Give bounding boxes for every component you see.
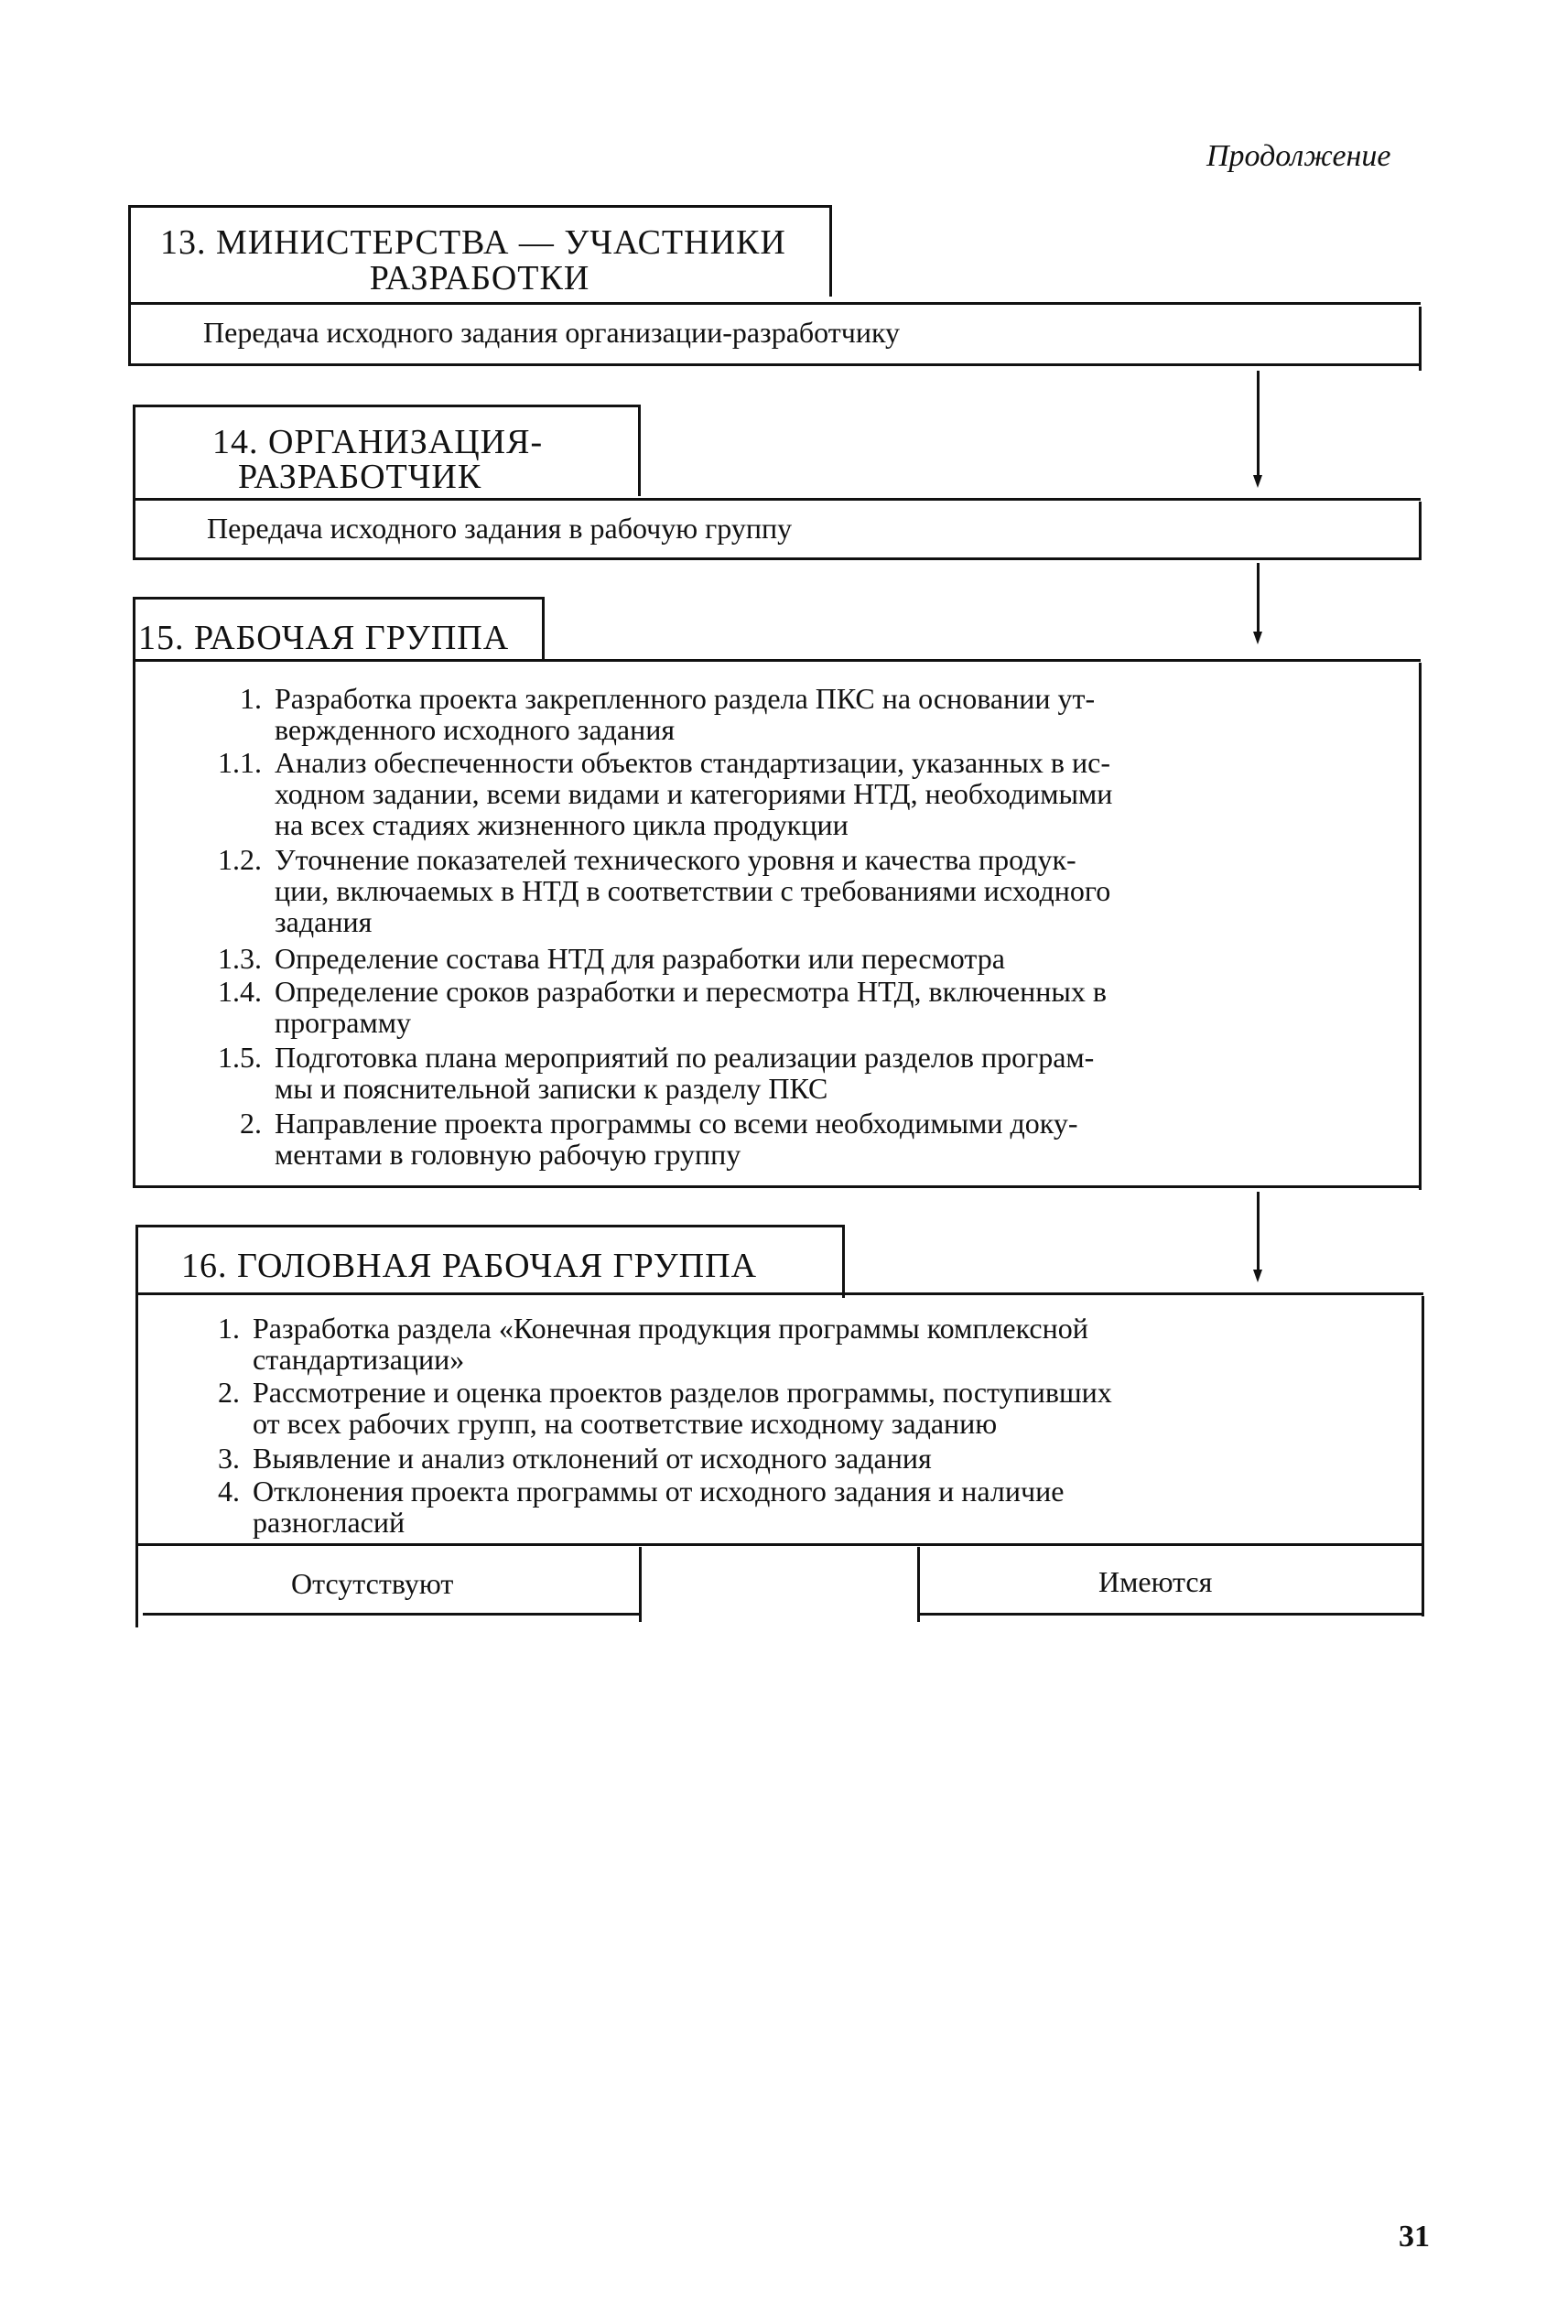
block-14-title-line1: 14. ОРГАНИЗАЦИЯ- bbox=[212, 423, 544, 461]
connector-14-15 bbox=[1257, 563, 1260, 634]
block-14-title-line2: РАЗРАБОТЧИК bbox=[238, 458, 482, 496]
block-13-title-line2: РАЗРАБОТКИ bbox=[369, 259, 590, 297]
block-13-action: Передача исходного задания организации-разработчику bbox=[203, 316, 901, 349]
outcome-present: Имеются bbox=[1098, 1565, 1213, 1598]
connector-15-16 bbox=[1257, 1192, 1260, 1272]
block-13-title-line1: 13. МИНИСТЕРСТВА — УЧАСТНИКИ bbox=[160, 223, 786, 262]
block-15-title: 15. РАБОЧАЯ ГРУППА bbox=[138, 619, 510, 657]
arrow-down-icon bbox=[1253, 1270, 1262, 1282]
block-16-title: 16. ГОЛОВНАЯ РАБОЧАЯ ГРУППА bbox=[181, 1247, 758, 1285]
continuation-label: Продолжение bbox=[1206, 139, 1391, 173]
outcome-absent: Отсутствуют bbox=[291, 1567, 454, 1600]
connector-13-14 bbox=[1257, 371, 1260, 479]
arrow-down-icon bbox=[1253, 475, 1262, 488]
block-14-action: Передача исходного задания в рабочую группу bbox=[207, 512, 793, 545]
arrow-down-icon bbox=[1253, 632, 1262, 644]
page-number: 31 bbox=[1399, 2220, 1430, 2254]
